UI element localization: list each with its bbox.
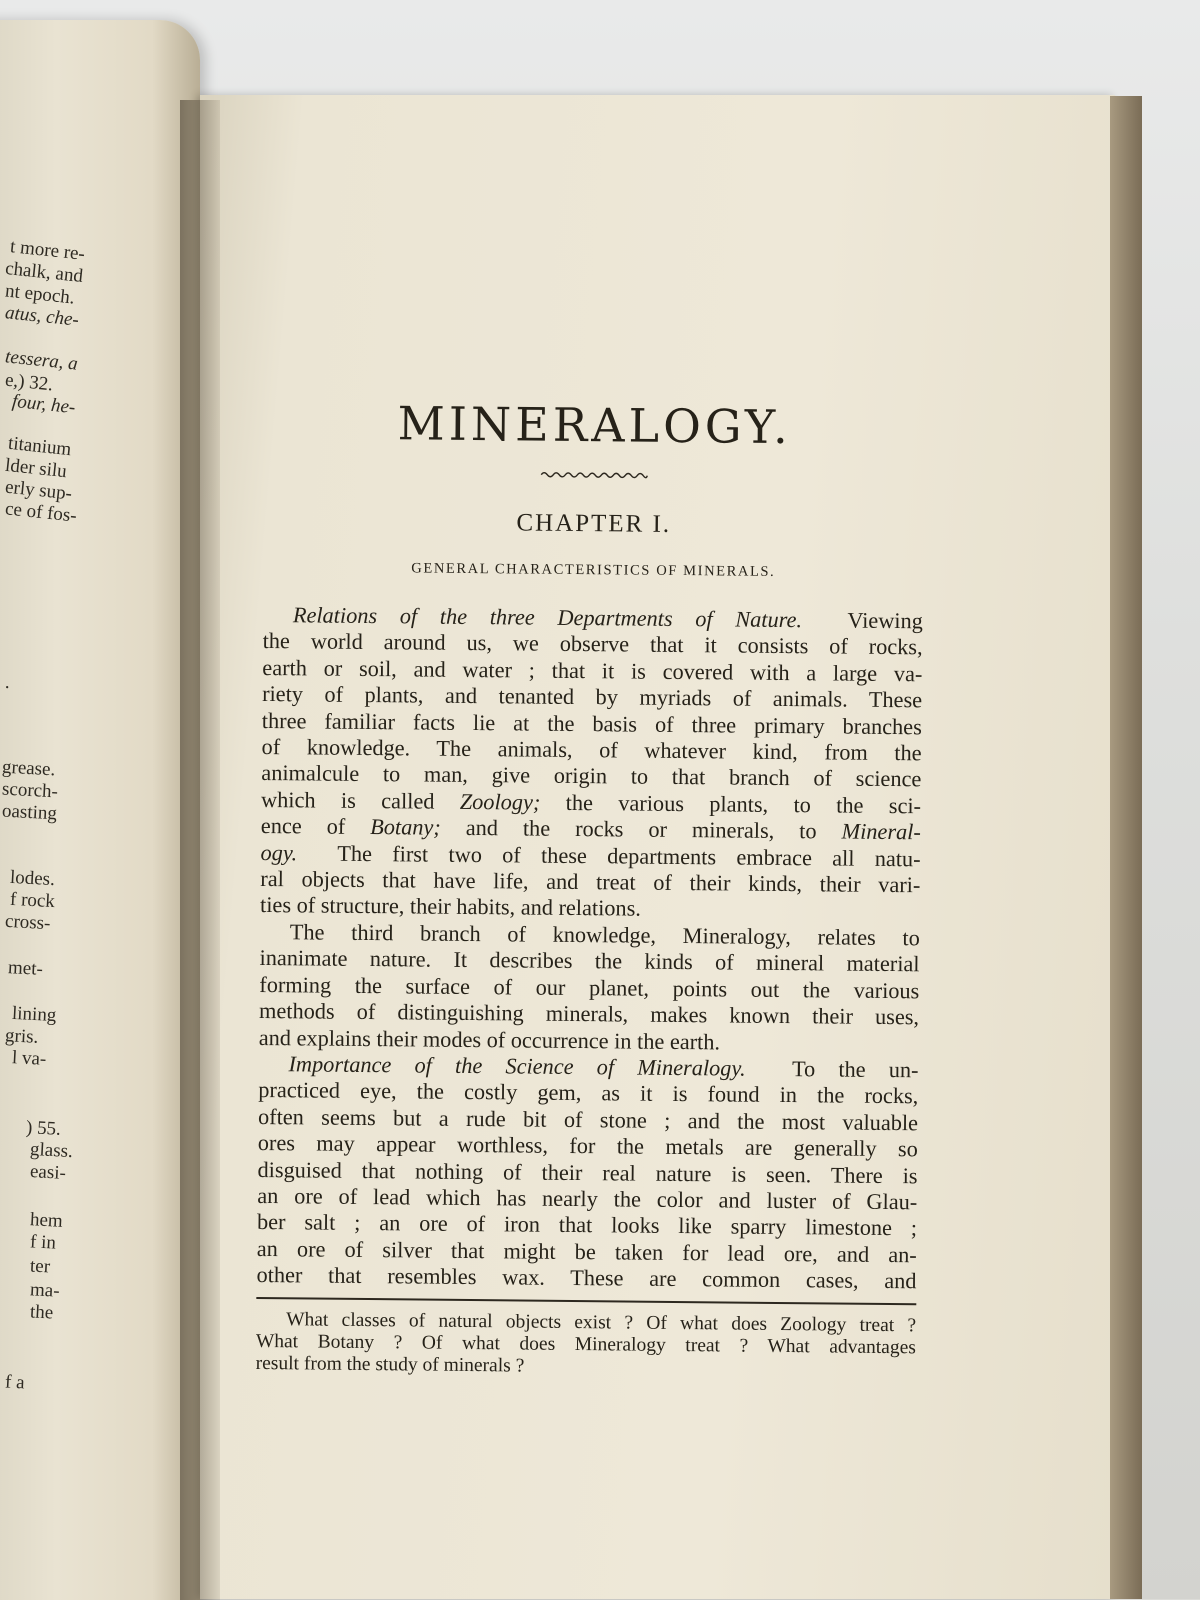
text-line: earth or soil, and water ; that it is covered with a large va- <box>262 654 923 687</box>
italic-lead-in: Relations of the three Departments of Nature. <box>292 602 803 633</box>
review-questions <box>256 1309 917 1381</box>
left-page-line: erly sup- <box>4 476 73 505</box>
left-page-line: the <box>29 1301 54 1324</box>
text-line: an ore of lead which has nearly the color and luster of Glau- <box>257 1182 918 1215</box>
left-page-line: scorch- <box>1 778 59 803</box>
book-cover-edge <box>1110 96 1142 1599</box>
text-span: The first two of these departments embrace all natu- <box>337 840 921 871</box>
text-line: animalcule to man, give origin to that branch of science <box>261 760 922 792</box>
text-span: which is called <box>260 786 435 814</box>
left-page-line: oasting <box>1 800 58 825</box>
left-page-line: atus, che- <box>4 302 80 331</box>
text-line: often seems but a rude bit of stone ; and the most valuable <box>257 1103 919 1136</box>
left-page-line: titanium <box>7 432 73 461</box>
text-line: The third branch of knowledge, Mineralogy, relates to <box>289 919 920 951</box>
wavy-rule-ornament <box>539 470 649 481</box>
book-gutter <box>180 100 220 1600</box>
left-page-line: lder silu <box>4 454 68 483</box>
left-page-line: nt epoch. <box>4 280 76 309</box>
footnote-rule <box>256 1297 916 1305</box>
left-page-line: gris. <box>4 1025 39 1048</box>
text-span: To the un- <box>791 1055 919 1083</box>
text-span: and the rocks or minerals, to <box>465 815 817 844</box>
left-page-line: ) 55. <box>25 1117 62 1140</box>
left-page-line: four, he- <box>11 390 77 419</box>
text-line: practiced eye, the costly gem, as it is found in the rocks, <box>258 1077 919 1109</box>
italic-lead-in: Importance of the Science of Mineralogy. <box>288 1051 746 1081</box>
left-page-line: f a <box>4 1371 26 1394</box>
text-line: the world around us, we observe that it consists of rocks, <box>262 628 923 660</box>
left-page-line: tessera, a <box>4 346 79 375</box>
left-page-line: f rock <box>9 888 56 913</box>
text-line: and explains their modes of occurrence in the earth. <box>258 1024 721 1054</box>
text-line: ber salt ; an ore of iron that looks like sparry limestone ; <box>256 1209 918 1241</box>
paragraph-relations <box>260 602 923 925</box>
italic-term: Botany; <box>370 814 441 840</box>
text-line: an ore of silver that might be taken for lead ore, and an- <box>256 1235 917 1268</box>
book-title: MINERALOGY. <box>397 396 793 455</box>
text-line: ral objects that have life, and treat of their kinds, their vari- <box>260 866 921 898</box>
text-line: riety of plants, and tenanted by myriads of animals. These <box>262 681 923 713</box>
left-page-line: f in <box>29 1231 57 1254</box>
left-page-line: chalk, and <box>4 257 85 288</box>
left-page-line: hem <box>29 1209 64 1232</box>
left-page-line: lodes. <box>9 866 56 891</box>
text-line: disguised that nothing of their real nature is seen. There is <box>257 1156 918 1188</box>
section-heading: GENERAL CHARACTERISTICS OF MINERALS. <box>411 560 776 580</box>
italic-term: ogy. <box>260 839 298 865</box>
left-page-line: ce of fos- <box>4 498 78 527</box>
text-line: of knowledge. The animals, of whatever kind, from the <box>261 734 922 766</box>
italic-term: Mineral- <box>841 818 921 845</box>
question-line: What Botany ? Of what does Mineralogy treat ? What advantages <box>255 1330 916 1358</box>
text-span: Viewing <box>847 607 923 634</box>
text-line: methods of distinguishing minerals, makes known their uses, <box>258 998 920 1030</box>
left-page-line: lining <box>11 1002 57 1027</box>
left-page-line: easi- <box>29 1161 67 1184</box>
question-line: What classes of natural objects exist ? Of what does Zoology treat ? <box>286 1308 917 1336</box>
paragraph-third-branch <box>259 919 920 1057</box>
chapter-heading: CHAPTER I. <box>516 509 672 538</box>
text-line: other that resembles wax. These are common cases, and <box>256 1262 917 1294</box>
left-page-line: e,) 32. <box>4 369 55 396</box>
left-page-line: met- <box>7 957 44 980</box>
left-page-line: t more re- <box>9 236 86 265</box>
left-page-line: . <box>4 671 11 694</box>
text-line: inanimate nature. It describes the kinds of mineral material <box>259 945 920 977</box>
left-page-line: ma- <box>29 1279 61 1302</box>
text-line: ores may appear worthless, for the metals are generally so <box>257 1130 918 1162</box>
text-line: ties of structure, their habits, and relations. <box>259 892 642 922</box>
left-page-line: grease. <box>1 756 56 781</box>
left-page-line: l va- <box>11 1047 47 1070</box>
page-text-block <box>256 395 925 1381</box>
left-page-line: glass. <box>29 1138 74 1163</box>
question-line: result from the study of minerals ? <box>255 1352 525 1377</box>
left-page-line: ter <box>29 1255 51 1278</box>
left-page <box>0 20 200 1600</box>
text-span: the various plants, to the sci- <box>565 789 922 819</box>
text-span: ence of <box>260 813 346 840</box>
text-line: forming the surface of our planet, points out the various <box>259 971 920 1003</box>
left-page-line: cross- <box>4 910 51 935</box>
paragraph-importance <box>256 1051 918 1295</box>
text-line: three familiar facts lie at the basis of three primary branches <box>261 707 922 739</box>
italic-term: Zoology; <box>459 788 541 815</box>
